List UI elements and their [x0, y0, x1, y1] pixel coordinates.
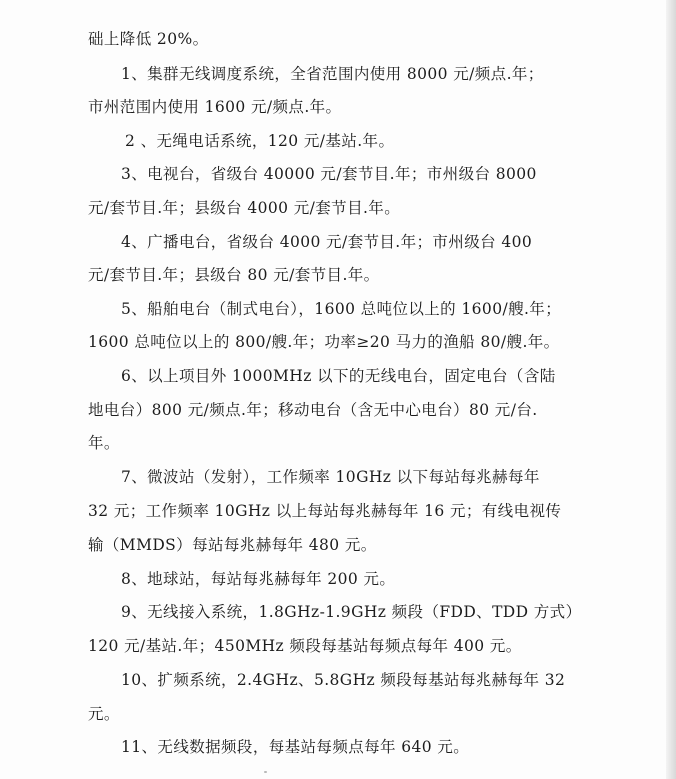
text-line-item-9: 9、无线接入系统，1.8GHz-1.9GHz 频段（FDD、TDD 方式）: [121, 603, 582, 621]
text-line-item-10-cont: 元。: [88, 705, 120, 723]
text-line-item-1-cont: 市州范围内使用 1600 元/频点.年。: [88, 98, 342, 116]
text-line-item-3: 3、电视台，省级台 40000 元/套节目.年；市州级台 8000: [121, 165, 537, 183]
text-line-item-7-end: 输（MMDS）每站每兆赫每年 480 元。: [88, 536, 377, 554]
text-line-item-9-cont: 120 元/基站.年；450MHz 频段每基站每频点每年 400 元。: [88, 637, 522, 655]
page-edge-shadow: [666, 0, 676, 779]
text-line-item-10: 10、扩频系统，2.4GHz、5.8GHz 频段每基站每兆赫每年 32: [121, 671, 566, 689]
text-line-item-7: 7、微波站（发射），工作频率 10GHz 以下每站每兆赫每年: [121, 468, 540, 486]
text-line-continuation: 础上降低 20%。: [88, 30, 209, 48]
text-line-item-8: 8、地球站，每站每兆赫每年 200 元。: [121, 570, 396, 588]
text-line-item-5-cont: 1600 总吨位以上的 800/艘.年；功率≥20 马力的渔船 80/艘.年。: [88, 333, 560, 351]
scan-speck: [264, 771, 267, 773]
text-line-item-4: 4、广播电台，省级台 4000 元/套节目.年；市州级台 400: [121, 233, 533, 251]
text-line-item-11: 11、无线数据频段，每基站每频点每年 640 元。: [121, 738, 470, 756]
text-line-item-1: 1、集群无线调度系统，全省范围内使用 8000 元/频点.年；: [121, 65, 544, 83]
text-line-item-6-cont: 地电台）800 元/频点.年；移动电台（含无中心电台）80 元/台.: [88, 401, 538, 419]
text-line-item-2: 2 、无绳电话系统，120 元/基站.年。: [125, 132, 395, 150]
text-line-item-3-cont: 元/套节目.年；县级台 4000 元/套节目.年。: [88, 199, 401, 217]
text-line-item-6: 6、以上项目外 1000MHz 以下的无线电台，固定电台（含陆: [121, 367, 556, 385]
text-line-item-5: 5、船舶电台（制式电台），1600 总吨位以上的 1600/艘.年；: [121, 300, 562, 318]
text-line-item-7-cont: 32 元；工作频率 10GHz 以上每站每兆赫每年 16 元；有线电视传: [88, 502, 562, 520]
text-line-item-4-cont: 元/套节目.年；县级台 80 元/套节目.年。: [88, 266, 380, 284]
text-line-item-6-end: 年。: [88, 434, 120, 452]
